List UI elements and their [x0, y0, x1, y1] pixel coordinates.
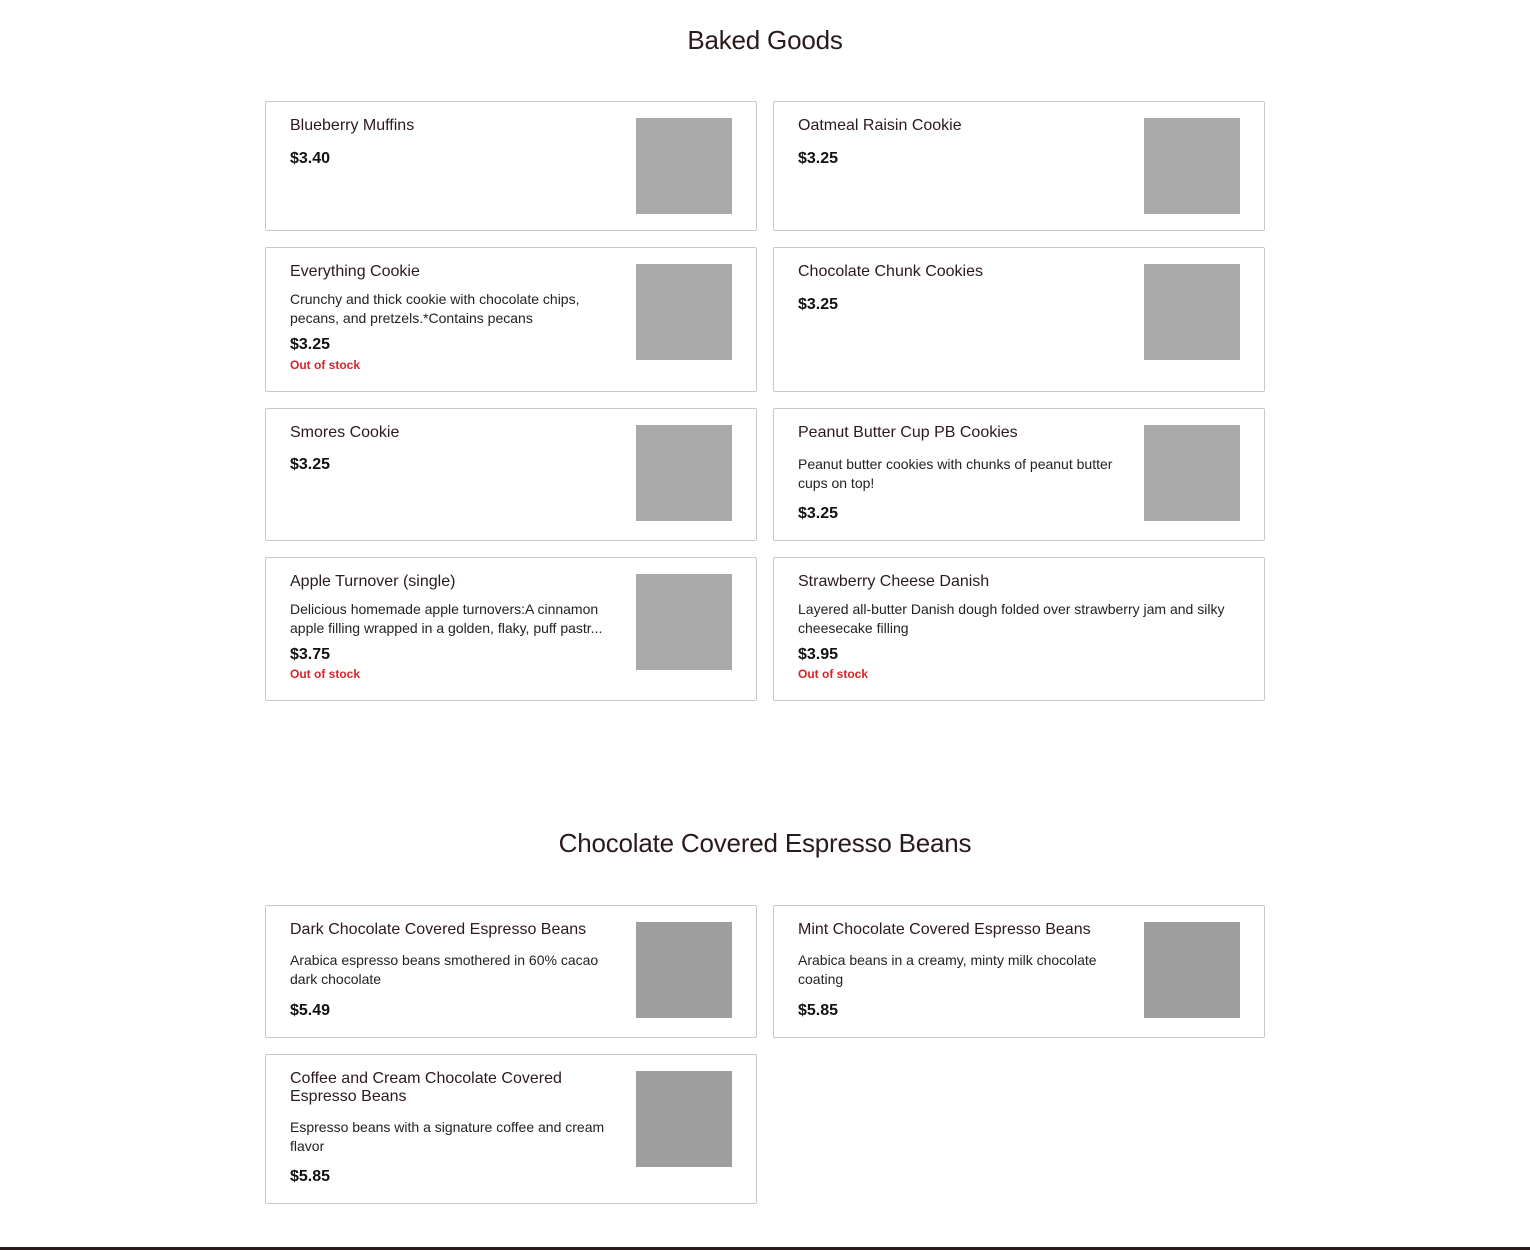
item-price: $3.25 [798, 505, 839, 522]
item-image [636, 118, 732, 214]
section-title: Baked Goods [687, 25, 843, 55]
item-name: Everything Cookie [290, 263, 420, 280]
item-name: Strawberry Cheese Danish [798, 573, 990, 590]
item-description: Arabica beans in a creamy, minty milk chocolate coating [798, 952, 1097, 987]
item-name: Blueberry Muffins [290, 117, 415, 134]
item-description: Crunchy and thick cookie with chocolate chips, pecans, and pretzels.*Contains pecans [290, 291, 580, 326]
item-price: $3.40 [290, 150, 331, 167]
item-description: Delicious homemade apple turnovers:A cinnamon apple filling wrapped in a golden, flaky, puff pastr... [290, 601, 603, 636]
menu-item-card[interactable] [773, 557, 1265, 701]
menu-item-card[interactable] [265, 101, 757, 231]
item-description: Layered all-butter Danish dough folded over strawberry jam and silky cheesecake filling [798, 601, 1225, 636]
item-price: $3.25 [798, 296, 839, 313]
item-image [636, 264, 732, 360]
item-name: Apple Turnover (single) [290, 573, 456, 590]
menu-item-card[interactable] [265, 1054, 757, 1204]
item-price: $3.25 [290, 456, 331, 473]
item-image [1144, 264, 1240, 360]
item-image [636, 922, 732, 1018]
item-price: $3.75 [290, 646, 331, 663]
menu-item-card[interactable] [265, 408, 757, 541]
item-name: Coffee and Cream Chocolate Covered Espresso Beans [290, 1070, 562, 1105]
out-of-stock-label: Out of stock [290, 667, 361, 681]
item-price: $5.85 [798, 1002, 839, 1019]
item-name: Mint Chocolate Covered Espresso Beans [798, 921, 1091, 938]
item-price: $3.25 [290, 336, 331, 353]
item-image [1144, 118, 1240, 214]
menu-item-card[interactable] [773, 101, 1265, 231]
item-price: $3.25 [798, 150, 839, 167]
item-name: Chocolate Chunk Cookies [798, 263, 983, 280]
out-of-stock-label: Out of stock [290, 358, 361, 372]
item-image [636, 425, 732, 521]
menu-item-card[interactable] [773, 905, 1265, 1038]
out-of-stock-label: Out of stock [798, 667, 869, 681]
item-image [1144, 922, 1240, 1018]
item-description: Espresso beans with a signature coffee and cream flavor [290, 1119, 605, 1154]
menu-item-card[interactable] [773, 247, 1265, 392]
menu-item-card[interactable] [265, 247, 757, 392]
item-name: Smores Cookie [290, 424, 400, 441]
item-price: $5.85 [290, 1168, 331, 1185]
item-price: $3.95 [798, 646, 839, 663]
item-image [1144, 425, 1240, 521]
item-name: Dark Chocolate Covered Espresso Beans [290, 921, 587, 938]
item-name: Peanut Butter Cup PB Cookies [798, 424, 1018, 441]
section-title: Chocolate Covered Espresso Beans [558, 828, 972, 858]
item-image [636, 1071, 732, 1167]
item-image [636, 574, 732, 670]
menu-item-card[interactable] [265, 905, 757, 1038]
item-name: Oatmeal Raisin Cookie [798, 117, 962, 134]
menu-item-card[interactable] [773, 408, 1265, 541]
item-description: Arabica espresso beans smothered in 60% cacao dark chocolate [290, 952, 599, 987]
item-description: Peanut butter cookies with chunks of peanut butter cups on top! [798, 456, 1113, 491]
item-price: $5.49 [290, 1002, 331, 1019]
menu-item-card[interactable] [265, 557, 757, 701]
